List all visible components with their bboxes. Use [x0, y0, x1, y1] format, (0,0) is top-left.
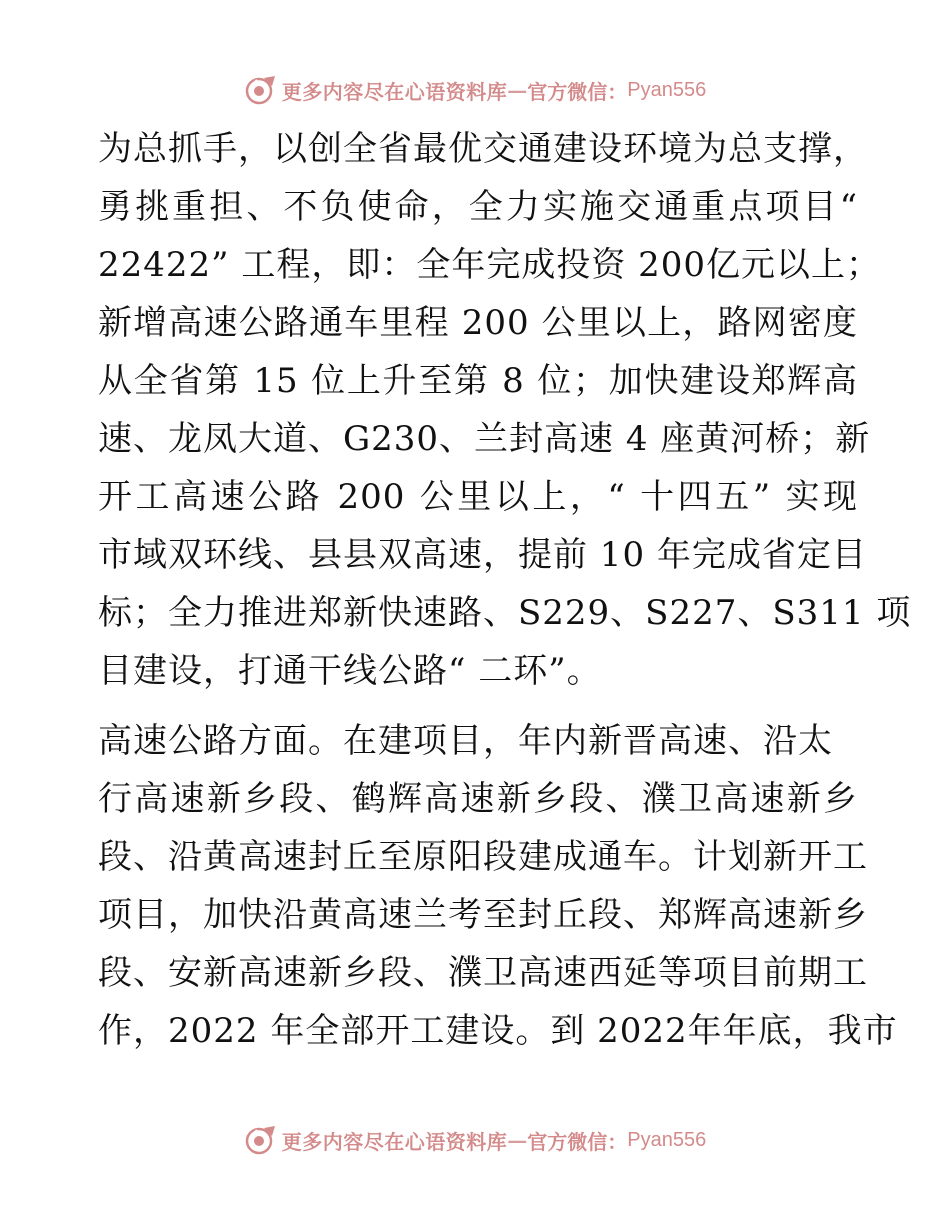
text-line: 22422” 工程，即：全年完成投资 200亿元以上；: [98, 245, 882, 285]
watermark-dash: —: [507, 78, 528, 102]
text-line: 目建设，打通干线公路“ 二环”。: [98, 651, 602, 691]
paragraph-1: [98, 120, 912, 700]
text-line: 行高速新乡段、鹤辉高速新乡段、濮卫高速新乡: [98, 779, 858, 819]
text-line: 新增高速公路通车里程 200 公里以上，路网密度: [98, 303, 858, 343]
text-line: 高速公路方面。在建项目，年内新晋高速、沿太: [98, 721, 833, 761]
watermark-text: 更多内容尽在心语资料库: [281, 1129, 508, 1154]
watermark-logo-icon: [244, 1124, 278, 1156]
paragraph-2: [98, 712, 898, 1060]
text-line: 市域双环线、县县双高速，提前 10 年完成省定目: [98, 535, 867, 575]
footer-watermark: [0, 1122, 950, 1158]
watermark-wechat-id: Pyan556: [627, 78, 707, 101]
watermark-wechat-id: Pyan556: [627, 1128, 707, 1151]
watermark-wechat-label: 官方微信：: [527, 79, 628, 104]
text-line: 勇挑重担、不负使命，全力实施交通重点项目“: [98, 187, 858, 227]
text-line: 作，2022 年全部开工建设。到 2022年年底，我市: [98, 1011, 898, 1051]
watermark-logo-icon: [244, 74, 278, 106]
watermark-dash: —: [507, 1128, 528, 1152]
watermark-wechat-label: 官方微信：: [527, 1129, 628, 1154]
text-line: 段、沿黄高速封丘至原阳段建成通车。计划新开工: [98, 837, 868, 877]
text-line: 速、龙凤大道、G230、兰封高速 4 座黄河桥；新: [98, 419, 871, 459]
document-body: [98, 120, 912, 1060]
text-line: 从全省第 15 位上升至第 8 位；加快建设郑辉高: [98, 361, 858, 401]
header-watermark: [0, 72, 950, 108]
watermark-text: 更多内容尽在心语资料库: [281, 79, 508, 104]
text-line: 段、安新高速新乡段、濮卫高速西延等项目前期工: [98, 953, 868, 993]
text-line: 项目，加快沿黄高速兰考至封丘段、郑辉高速新乡: [98, 895, 868, 935]
text-line: 为总抓手，以创全省最优交通建设环境为总支撑，: [98, 129, 868, 169]
text-line: 标；全力推进郑新快速路、S229、S227、S311 项: [98, 593, 912, 633]
text-line: 开工高速公路 200 公里以上，“ 十四五” 实现: [98, 477, 858, 517]
